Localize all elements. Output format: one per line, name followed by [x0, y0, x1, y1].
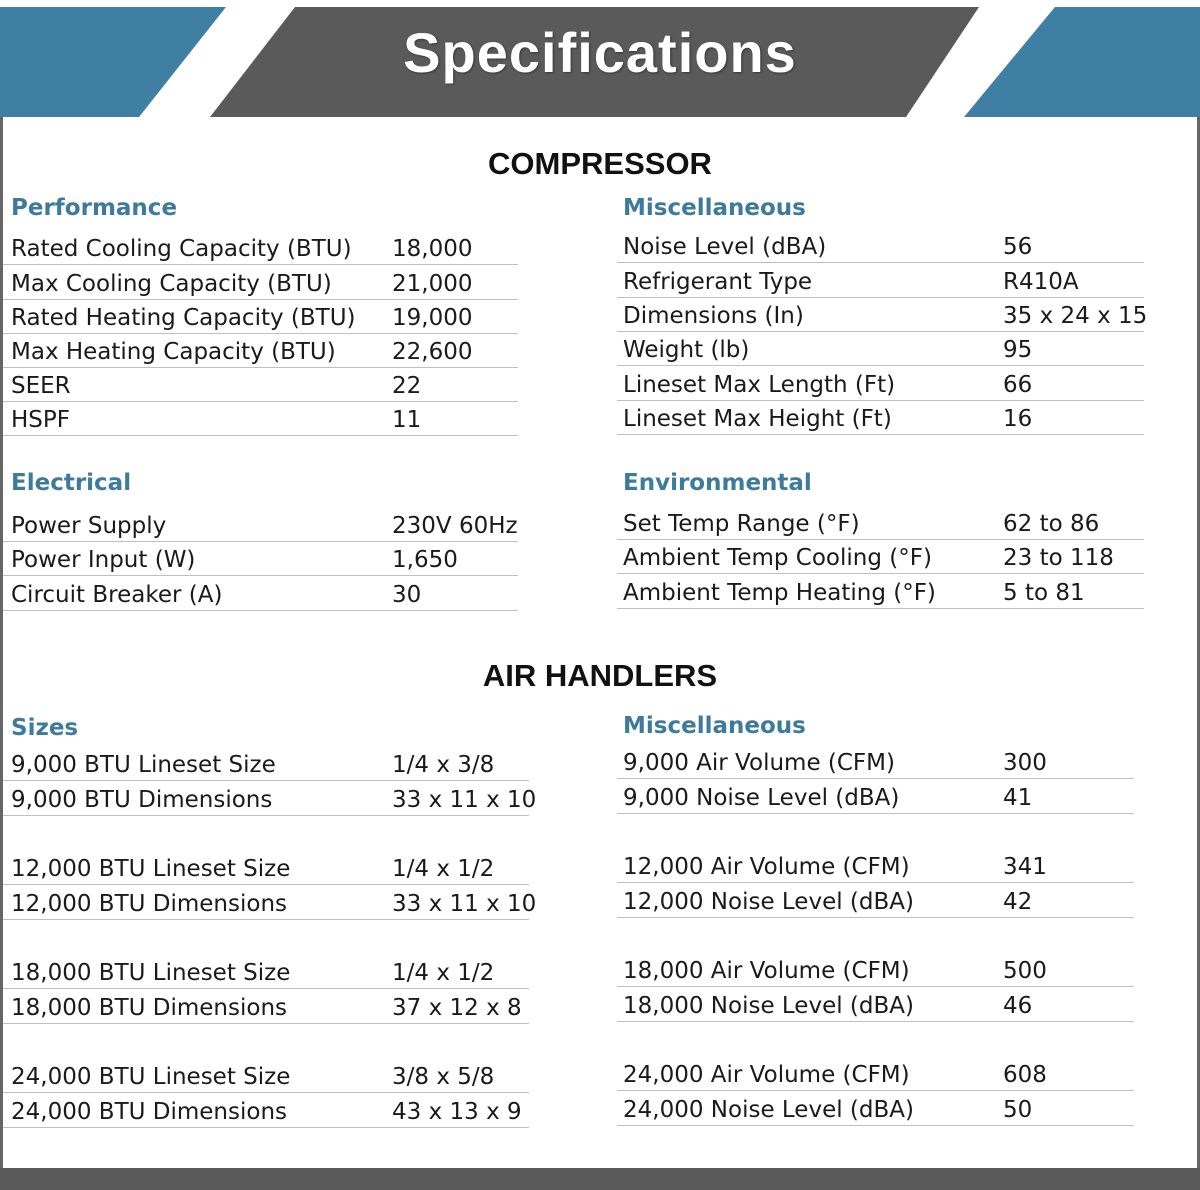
spec-value: 66 — [1003, 372, 1033, 398]
spec-row — [617, 574, 1144, 609]
spec-value: 3/8 x 5/8 — [392, 1064, 495, 1090]
electrical-heading: Electrical — [11, 470, 132, 496]
spec-label: 9,000 Noise Level (dBA) — [623, 785, 900, 811]
spec-value: 11 — [392, 407, 422, 433]
spec-label: Ambient Temp Cooling (°F) — [623, 545, 932, 571]
spec-row — [617, 987, 1134, 1022]
header-banner — [0, 0, 1200, 117]
spec-value: 230V 60Hz — [392, 513, 518, 539]
spec-row — [3, 265, 518, 300]
spec-label: SEER — [11, 373, 71, 399]
spec-value: 22 — [392, 373, 422, 399]
spec-row — [617, 228, 1144, 263]
spec-value: 33 x 11 x 10 — [392, 787, 537, 813]
spec-label: 9,000 BTU Dimensions — [11, 787, 273, 813]
spec-value: 33 x 11 x 10 — [392, 891, 537, 917]
spec-label: 18,000 Noise Level (dBA) — [623, 993, 914, 1019]
spec-value: 300 — [1003, 750, 1047, 776]
spec-value: 35 x 24 x 15 — [1003, 303, 1148, 329]
spec-row — [3, 954, 529, 989]
spec-value: 30 — [392, 582, 422, 608]
spec-row — [3, 333, 518, 368]
spec-value: 1,650 — [392, 547, 458, 573]
spec-value: 62 to 86 — [1003, 511, 1100, 537]
spec-value: 18,000 — [392, 236, 473, 262]
spec-label: Refrigerant Type — [623, 269, 813, 295]
spec-label: Circuit Breaker (A) — [11, 582, 223, 608]
spec-label: 24,000 Noise Level (dBA) — [623, 1097, 914, 1123]
spec-row — [617, 1091, 1134, 1126]
spec-label: 18,000 BTU Lineset Size — [11, 960, 291, 986]
footer-bar — [0, 1168, 1200, 1190]
page-title: Specifications — [403, 21, 797, 84]
spec-label: Ambient Temp Heating (°F) — [623, 580, 936, 606]
spec-label: Max Cooling Capacity (BTU) — [11, 271, 332, 297]
spec-value: 56 — [1003, 234, 1033, 260]
spec-row — [3, 850, 529, 885]
spec-label: 18,000 BTU Dimensions — [11, 995, 287, 1021]
spec-label: Dimensions (In) — [623, 303, 804, 329]
spec-row — [3, 885, 537, 920]
spec-label: Rated Cooling Capacity (BTU) — [11, 236, 352, 262]
spec-value: 341 — [1003, 854, 1047, 880]
spec-row — [617, 1056, 1134, 1091]
compressor-misc-heading: Miscellaneous — [623, 195, 806, 221]
spec-row — [617, 505, 1144, 540]
spec-value: 50 — [1003, 1097, 1033, 1123]
spec-row — [3, 541, 518, 576]
spec-label: 12,000 BTU Lineset Size — [11, 856, 291, 882]
spec-row — [3, 367, 518, 402]
spec-row — [617, 263, 1144, 298]
spec-value: 41 — [1003, 785, 1033, 811]
spec-value: R410A — [1003, 269, 1079, 295]
spec-row — [3, 1058, 529, 1093]
spec-row — [3, 781, 537, 816]
spec-label: 24,000 BTU Dimensions — [11, 1099, 287, 1125]
spec-value: 16 — [1003, 406, 1033, 432]
environmental-heading: Environmental — [623, 470, 812, 496]
spec-value: 46 — [1003, 993, 1033, 1019]
spec-row — [3, 299, 518, 334]
spec-label: Power Supply — [11, 513, 167, 539]
spec-value: 37 x 12 x 8 — [392, 995, 522, 1021]
spec-value: 22,600 — [392, 339, 473, 365]
spec-row — [3, 507, 518, 542]
spec-value: 23 to 118 — [1003, 545, 1114, 571]
spec-label: 9,000 BTU Lineset Size — [11, 752, 276, 778]
spec-value: 5 to 81 — [1003, 580, 1085, 606]
spec-row — [3, 230, 518, 265]
spec-row — [617, 779, 1134, 814]
spec-row — [617, 400, 1144, 435]
spec-value: 21,000 — [392, 271, 473, 297]
spec-label: Set Temp Range (°F) — [623, 511, 860, 537]
spec-label: 24,000 BTU Lineset Size — [11, 1064, 291, 1090]
performance-heading: Performance — [11, 195, 178, 221]
spec-label: HSPF — [11, 407, 70, 433]
spec-row — [617, 297, 1148, 332]
spec-row — [617, 883, 1134, 918]
spec-row — [617, 331, 1144, 366]
spec-row — [3, 989, 529, 1024]
spec-row — [617, 366, 1144, 401]
spec-label: Lineset Max Length (Ft) — [623, 372, 896, 398]
spec-row — [3, 1093, 529, 1128]
sizes-heading: Sizes — [11, 715, 79, 741]
spec-row — [617, 848, 1134, 883]
spec-label: Lineset Max Height (Ft) — [623, 406, 892, 432]
spec-row — [3, 401, 518, 436]
spec-label: 12,000 BTU Dimensions — [11, 891, 287, 917]
spec-value: 43 x 13 x 9 — [392, 1099, 522, 1125]
air-handlers-misc-heading: Miscellaneous — [623, 713, 806, 739]
spec-value: 95 — [1003, 337, 1033, 363]
spec-label: Power Input (W) — [11, 547, 196, 573]
spec-value: 500 — [1003, 958, 1047, 984]
spec-value: 1/4 x 3/8 — [392, 752, 495, 778]
spec-label: 24,000 Air Volume (CFM) — [623, 1062, 910, 1088]
spec-label: Rated Heating Capacity (BTU) — [11, 305, 356, 331]
spec-label: 12,000 Noise Level (dBA) — [623, 889, 914, 915]
spec-label: 18,000 Air Volume (CFM) — [623, 958, 910, 984]
spec-row — [617, 952, 1134, 987]
spec-row — [3, 746, 529, 781]
spec-value: 42 — [1003, 889, 1033, 915]
spec-value: 1/4 x 1/2 — [392, 856, 495, 882]
air-handlers-heading: AIR HANDLERS — [482, 658, 718, 693]
spec-row — [3, 576, 518, 611]
spec-label: 12,000 Air Volume (CFM) — [623, 854, 910, 880]
spec-label: Weight (lb) — [623, 337, 750, 363]
spec-label: Max Heating Capacity (BTU) — [11, 339, 336, 365]
spec-value: 608 — [1003, 1062, 1047, 1088]
spec-row — [617, 539, 1144, 574]
compressor-heading: COMPRESSOR — [488, 146, 712, 181]
spec-value: 19,000 — [392, 305, 473, 331]
spec-label: 9,000 Air Volume (CFM) — [623, 750, 895, 776]
spec-label: Noise Level (dBA) — [623, 234, 827, 260]
spec-value: 1/4 x 1/2 — [392, 960, 495, 986]
spec-row — [617, 744, 1134, 779]
